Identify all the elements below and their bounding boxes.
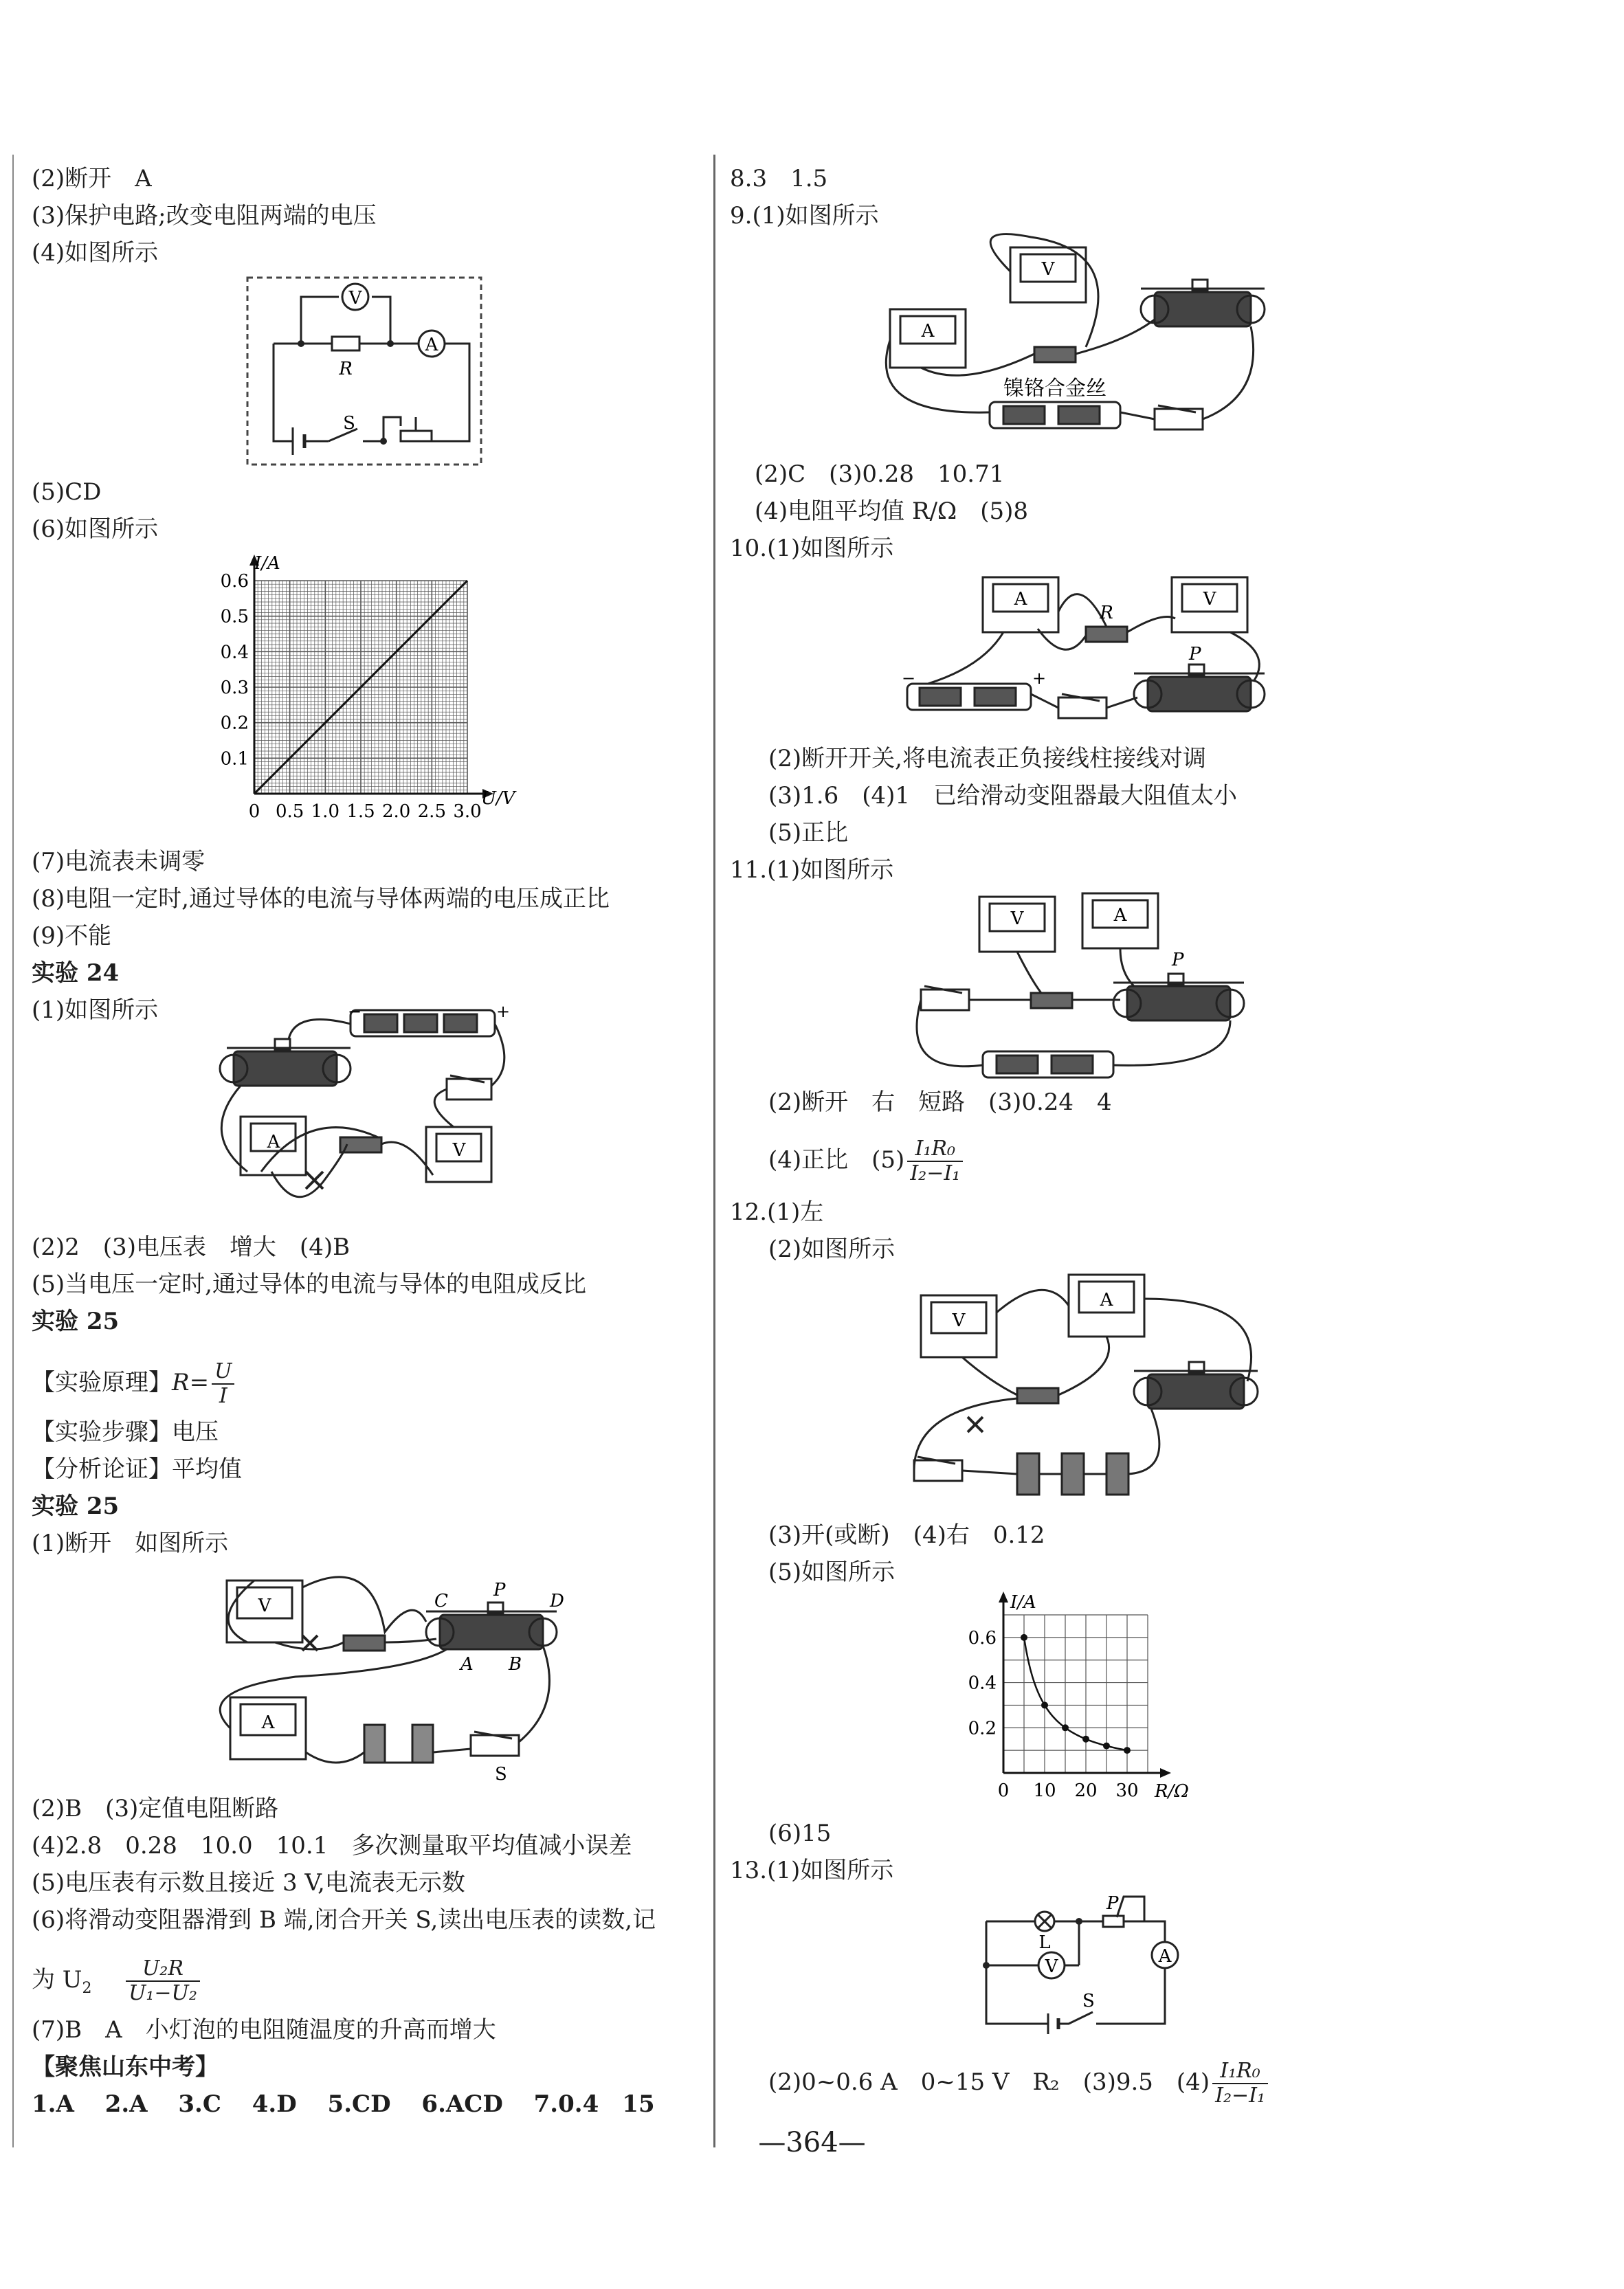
section-heading: 【聚焦山东中考】 [32, 2053, 219, 2081]
slider-p-label: P [1172, 950, 1184, 970]
data-point [1041, 1701, 1048, 1708]
steps-line: 【实验步骤】电压 [32, 1418, 219, 1446]
answer-line: (2)断开开关,将电流表正负接线柱接线对调 [768, 745, 1206, 772]
apparatus-diagram-q11 [914, 890, 1258, 1089]
answer-line: 8.3 1.5 [730, 165, 828, 192]
ammeter-symbol: A [425, 335, 438, 355]
principle-lhs: R= [172, 1369, 210, 1396]
apparatus-diagram-exp25 [206, 1567, 577, 1794]
answer-line: (2)断开 右 短路 (3)0.24 4 [768, 1088, 1112, 1116]
data-point [1082, 1736, 1089, 1743]
svg-text:+: + [496, 1002, 511, 1021]
page-number: —364— [758, 2127, 866, 2158]
ammeter-symbol: A [267, 1132, 280, 1152]
current-fraction: $\frac{\text{I₁R₀}}{\text{I₂−I₁}}$ [1212, 2059, 1268, 2108]
circuit-diagram-1 [246, 276, 483, 467]
data-point [1021, 1634, 1027, 1641]
y-tick-label: 0.3 [220, 678, 249, 698]
iu-graph [206, 550, 515, 838]
answer-line: (5)CD [32, 478, 102, 506]
answer-line: (3)开(或断) (4)右 0.12 [768, 1521, 1045, 1549]
answer-line: (4)2.8 0.28 10.0 10.1 多次测量取平均值减小误差 [32, 1832, 632, 1860]
principle-label: 【实验原理】 [32, 1369, 172, 1396]
answer-line: (1)如图所示 [32, 996, 159, 1024]
mc-answer: 6.ACD [421, 2090, 503, 2118]
answer-line: (9)不能 [32, 922, 112, 950]
x-tick-label: 2.0 [381, 801, 411, 822]
answer-line: (3)保护电路;改变电阻两端的电压 [32, 202, 377, 230]
resistor-label: R [1100, 603, 1113, 623]
answer-line: 10.(1)如图所示 [730, 535, 894, 562]
x-axis-label: U/V [481, 788, 515, 809]
answer-line: (2)断开 A [32, 165, 152, 192]
slider-p-label: P [1189, 644, 1201, 665]
voltmeter-symbol: V [258, 1596, 271, 1616]
mc-answer: 7.0.4 15 [533, 2090, 655, 2118]
voltmeter-symbol: V [1203, 589, 1216, 610]
answer-line: (6)将滑动变阻器滑到 B 端,闭合开关 S,读出电压表的读数,记 [32, 1906, 656, 1934]
answer-line: (8)电阻一定时,通过导体的电流与导体两端的电压成正比 [32, 885, 610, 913]
ammeter-symbol: A [1113, 905, 1127, 926]
mc-answers [32, 2089, 655, 2119]
answer-line: (5)当电压一定时,通过导体的电流与导体的电阻成反比 [32, 1271, 586, 1298]
apparatus-diagram-q9 [880, 237, 1265, 443]
answer-line: (5)如图所示 [768, 1559, 896, 1586]
answer-line: (4)电阻平均值 R/Ω (5)8 [755, 498, 1029, 525]
terminal-d-label: D [550, 1591, 564, 1611]
mc-answer: 1.A [32, 2090, 74, 2118]
y-tick-label: 0.5 [220, 606, 249, 627]
switch-label: S [343, 413, 355, 434]
principle-line [32, 1355, 237, 1410]
column-divider [713, 155, 715, 2147]
svg-text:−: − [348, 1002, 362, 1021]
x-tick-label: 0 [997, 1780, 1010, 1801]
answer-line: 13.(1)如图所示 [730, 1857, 894, 1884]
terminal-a-label: A [460, 1654, 474, 1675]
ammeter-symbol: A [1158, 1946, 1172, 1967]
left-border [12, 155, 14, 2147]
voltmeter-symbol: V [952, 1310, 966, 1331]
x-tick-label: 3.0 [453, 801, 482, 822]
answer-line: 9.(1)如图所示 [730, 202, 879, 230]
mc-answer: 2.A [104, 2090, 148, 2118]
answer-line: (2)C (3)0.28 10.71 [755, 460, 1005, 488]
apparatus-diagram-exp24 [213, 996, 515, 1223]
y-tick-label: 0.6 [968, 1627, 997, 1649]
ir-graph [948, 1587, 1223, 1814]
x-axis-label: R/Ω [1155, 1781, 1189, 1802]
analysis-line: 【分析论证】平均值 [32, 1455, 242, 1483]
data-point [1062, 1724, 1069, 1731]
mc-answer: 5.CD [327, 2090, 391, 2118]
y-tick-label: 0.2 [968, 1718, 997, 1739]
ammeter-symbol: A [1014, 589, 1027, 610]
answer-line: (7)B A 小灯泡的电阻随温度的升高而增大 [32, 2016, 496, 2044]
answer-line: (2)2 (3)电压表 增大 (4)B [32, 1233, 351, 1261]
experiment-heading: 实验 25 [32, 1308, 120, 1335]
answer-line: (3)1.6 (4)1 已给滑动变阻器最大阻值太小 [768, 782, 1238, 809]
ammeter-symbol: A [1100, 1290, 1113, 1310]
y-axis-label: I/A [254, 553, 280, 574]
y-tick-label: 0.6 [220, 571, 249, 592]
voltmeter-symbol: V [348, 288, 362, 309]
experiment-heading: 实验 25 [32, 1493, 120, 1520]
y-tick-label: 0.4 [968, 1673, 997, 1694]
resistor-label: R [339, 359, 353, 379]
answer-line: 12.(1)左 [730, 1198, 824, 1226]
x-tick-label: 20 [1074, 1780, 1098, 1801]
slider-p-label: P [493, 1580, 506, 1600]
slider-p-label: P [1106, 1893, 1119, 1914]
x-tick-label: 2.5 [417, 801, 447, 822]
svg-text:−: − [902, 669, 916, 688]
x-tick-label: 10 [1033, 1780, 1056, 1801]
ammeter-symbol: A [261, 1712, 275, 1733]
y-tick-label: 0.4 [220, 642, 249, 663]
answer-line: (6)如图所示 [32, 515, 159, 543]
apparatus-diagram-q12 [900, 1271, 1258, 1505]
voltmeter-symbol: V [1010, 908, 1024, 929]
answer-line: (5)电压表有示数且接近 3 V,电流表无示数 [32, 1869, 465, 1897]
voltmeter-symbol: V [452, 1140, 466, 1161]
answer-line: (1)断开 如图所示 [32, 1530, 229, 1557]
terminal-c-label: C [434, 1591, 448, 1611]
voltmeter-symbol: V [1041, 259, 1055, 280]
mc-answer: 3.C [178, 2090, 221, 2118]
switch-label: S [495, 1764, 507, 1785]
y-axis-arrow [999, 1592, 1008, 1603]
x-tick-label: 0.5 [275, 801, 304, 822]
principle-fraction: $\frac{U}{I}$ [212, 1360, 234, 1408]
voltmeter-symbol: V [1045, 1956, 1058, 1977]
formula-line: (2)0~0.6 A 0~15 V R₂ (3)9.5 (4) $\frac{\text{I₁R₀}}{\text{I₂−I₁}}$ [768, 2053, 1271, 2111]
answer-line: (6)15 [768, 1820, 832, 1847]
x-tick-label: 30 [1115, 1780, 1139, 1801]
ammeter-symbol: A [921, 321, 935, 342]
x-axis-arrow [1160, 1768, 1171, 1778]
x-tick-label: 1.5 [346, 801, 375, 822]
data-point [1103, 1743, 1110, 1750]
circuit-diagram-q13 [976, 1890, 1203, 2034]
x-tick-label: 1.0 [311, 801, 340, 822]
y-tick-label: 0.1 [220, 748, 249, 770]
lamp-label: L [1038, 1932, 1051, 1953]
formula-line: (4)正比 (5) $\frac{\text{I₁R₀}}{\text{I₂−I₁}}$ [768, 1131, 966, 1189]
apparatus-diagram-q10 [900, 570, 1271, 728]
switch-label: S [1082, 1991, 1095, 2011]
voltage-fraction: $\frac{\text{U₂R}}{\text{U₁−U₂}}$ [126, 1957, 200, 2005]
y-axis-label: I/A [1010, 1592, 1036, 1613]
answer-line: (2)如图所示 [768, 1236, 896, 1263]
data-curve [1024, 1638, 1127, 1750]
svg-text:+: + [1032, 669, 1047, 688]
formula-line: 为 $U_2$ $\frac{\text{U₂R}}{\text{U₁−U₂}}$ [32, 1949, 203, 2020]
terminal-b-label: B [509, 1654, 522, 1675]
answer-line: (5)正比 [768, 819, 849, 847]
answer-line: 11.(1)如图所示 [730, 856, 894, 884]
y-tick-label: 0.2 [220, 713, 249, 734]
answer-line: (2)B (3)定值电阻断路 [32, 1795, 279, 1822]
answer-line: (7)电流表未调零 [32, 848, 205, 875]
current-fraction: $\frac{\text{I₁R₀}}{\text{I₂−I₁}}$ [907, 1137, 963, 1185]
answer-line: (4)如图所示 [32, 239, 159, 267]
x-tick-label: 0 [248, 801, 260, 822]
experiment-heading: 实验 24 [32, 959, 120, 987]
wire-label: 镍铬合金丝 [1003, 377, 1106, 401]
mc-answer: 4.D [252, 2090, 297, 2118]
data-point [1124, 1747, 1131, 1754]
